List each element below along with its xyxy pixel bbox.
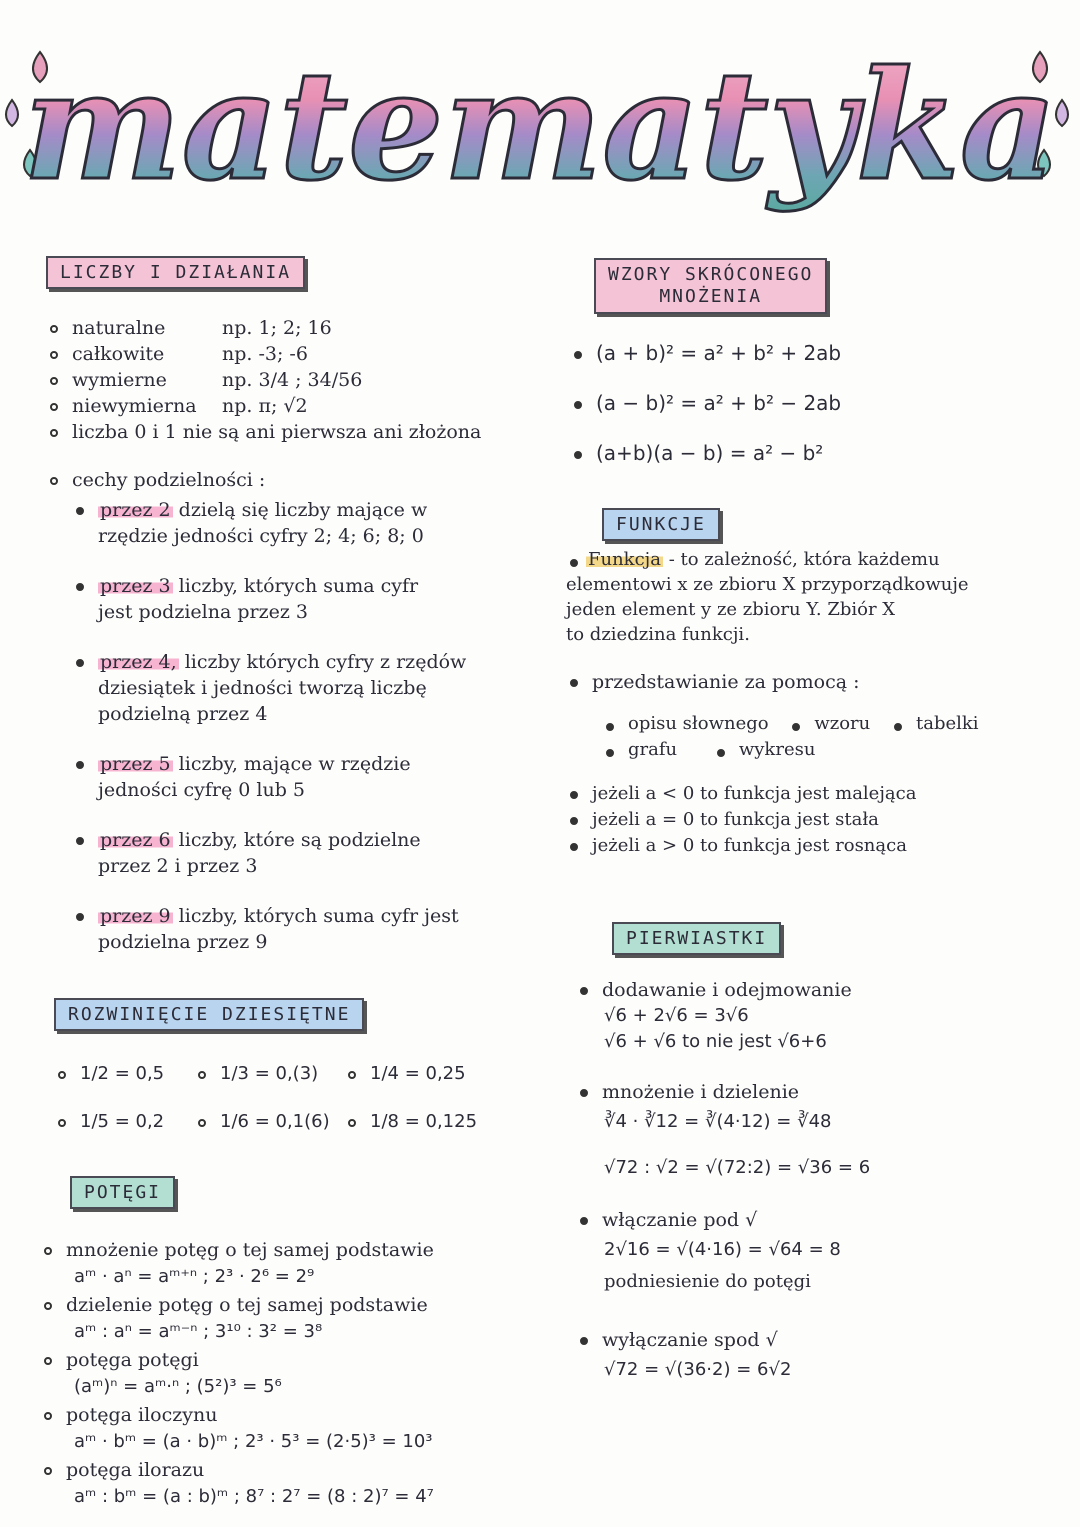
add-block: dodawanie i odejmowanie √6 + 2√6 = 3√6 √6 + √6 to nie jest √6+6 (576, 977, 1056, 1055)
function-definition: Funkcja - to zależność, która każdemu elementowi x ze zbioru X przyporządkowuje jeden element y ze zbioru Y. Zbiór X to dziedzina funkcji. (566, 549, 969, 645)
powers-list (40, 1237, 560, 1510)
cechy-label: cechy podzielności : (46, 467, 556, 493)
list-item: wykresu (713, 739, 816, 760)
list-item: przez 9 liczby, których suma cyfr jest podzielna przez 9 (72, 903, 556, 955)
wzory-heading: WZORY SKRÓCONEGO MNOŻENIA (594, 258, 827, 314)
list-item: 1/6 = 0,1(6) (194, 1109, 344, 1135)
list-item: całkowite np. -3; -6 (46, 341, 556, 367)
list-item: przez 4, liczby których cyfry z rzędów dziesiątek i jedności tworzą liczbę podzielną przez 4 (72, 649, 556, 727)
in-block: włączanie pod √ 2√16 = √(4·16) = √64 = 8 podniesienie do potęgi (576, 1207, 1056, 1295)
mul-block: mnożenie i dzielenie ∛4 · ∛12 = ∛(4·12) = ∛48 √72 : √2 = √(72:2) = √36 = 6 (576, 1079, 1056, 1181)
list-item: potęga potęgi (aᵐ)ⁿ = aᵐ·ⁿ ; (5²)³ = 5⁶ (40, 1347, 560, 1400)
decimal-grid (54, 1061, 554, 1135)
title-banner (0, 0, 1080, 250)
list-item: 1/8 = 0,125 (344, 1109, 494, 1135)
list-item: (a − b)² = a² + b² − 2ab (570, 390, 1060, 416)
page-title: matematyka (22, 38, 1058, 214)
list-item: jeżeli a < 0 to funkcja jest malejąca (566, 781, 1066, 807)
potegi-heading: POTĘGI (70, 1176, 175, 1209)
potegi-section (40, 1176, 560, 1510)
rozwiniecie-section (54, 998, 554, 1135)
liczby-section (46, 256, 556, 955)
list-item: 1/4 = 0,25 (344, 1061, 494, 1087)
out-block: wyłączanie spod √ √72 = √(36·2) = 6√2 (576, 1327, 1056, 1383)
repr-label: przedstawianie za pomocą : (566, 669, 1066, 695)
list-item: przez 3 liczby, których suma cyfr jest podzielna przez 3 (72, 573, 556, 625)
list-item: jeżeli a > 0 to funkcja jest rosnąca (566, 833, 1066, 859)
list-item: potęga ilorazu aᵐ : bᵐ = (a : b)ᵐ ; 8⁷ : 2⁷ = (8 : 2)⁷ = 4⁷ (40, 1457, 560, 1510)
pierwiastki-heading: PIERWIASTKI (612, 922, 781, 955)
list-item: liczba 0 i 1 nie są ani pierwsza ani złożona (46, 419, 556, 445)
list-item: dzielenie potęg o tej samej podstawie aᵐ : aⁿ = aᵐ⁻ⁿ ; 3¹⁰ : 3² = 3⁸ (40, 1292, 560, 1345)
formulas-list (570, 340, 1060, 466)
list-item: 1/5 = 0,2 (54, 1109, 194, 1135)
list-item: (a+b)(a − b) = a² − b² (570, 440, 1060, 466)
rozwiniecie-heading: ROZWINIĘCIE DZIESIĘTNE (54, 998, 364, 1031)
title-drawing (0, 0, 1080, 250)
list-item: jeżeli a = 0 to funkcja jest stała (566, 807, 1066, 833)
list-item: niewymierna np. π; √2 (46, 393, 556, 419)
liczby-heading: LICZBY I DZIAŁANIA (46, 256, 305, 289)
wzory-section (570, 258, 1060, 466)
list-item: przez 5 liczby, mające w rzędzie jedności cyfrę 0 lub 5 (72, 751, 556, 803)
repr-list (566, 711, 1066, 763)
pierwiastki-section (576, 922, 1056, 1383)
list-item: przez 2 dzielą się liczby mające w rzędzie jedności cyfry 2; 4; 6; 8; 0 (72, 497, 556, 549)
list-item: wzoru (788, 713, 870, 734)
list-item: grafu (602, 739, 677, 760)
list-item: przez 6 liczby, które są podzielne przez 2 i przez 3 (72, 827, 556, 879)
list-item: opisu słownego (602, 713, 769, 734)
list-item: mnożenie potęg o tej samej podstawie aᵐ · aⁿ = aᵐ⁺ⁿ ; 2³ · 2⁶ = 2⁹ (40, 1237, 560, 1290)
funkcje-heading: FUNKCJE (602, 508, 720, 541)
list-item: wymierne np. 3/4 ; 34/56 (46, 367, 556, 393)
monotonic-list (566, 781, 1066, 859)
list-item: 1/3 = 0,(3) (194, 1061, 344, 1087)
number-types-list (46, 315, 556, 445)
divisibility-list (46, 497, 556, 955)
funkcje-section (566, 508, 1066, 859)
list-item: 1/2 = 0,5 (54, 1061, 194, 1087)
list-item: naturalne np. 1; 2; 16 (46, 315, 556, 341)
list-item: (a + b)² = a² + b² + 2ab (570, 340, 1060, 366)
list-item: potęga iloczynu aᵐ · bᵐ = (a · b)ᵐ ; 2³ · 5³ = (2·5)³ = 10³ (40, 1402, 560, 1455)
list-item: tabelki (890, 713, 979, 734)
